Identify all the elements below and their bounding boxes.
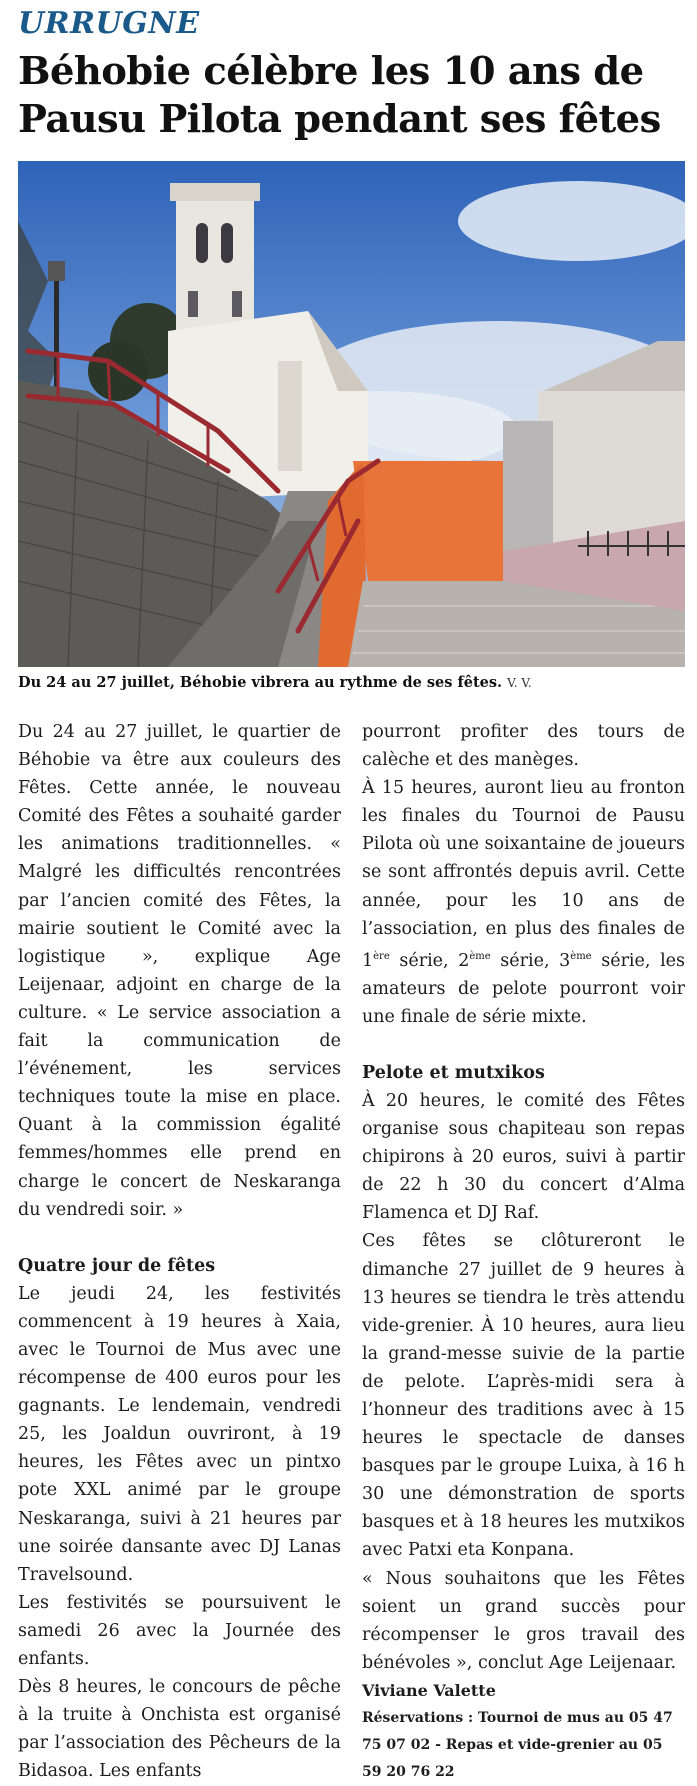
author-byline: Viviane Valette [362, 1680, 496, 1700]
text-run: série, 3 [490, 950, 571, 971]
superscript: ème [469, 950, 491, 962]
paragraph: Ces fêtes se clôtureront le dimanche 27 juillet de 9 heures à 13 heures se tiendra le très attendu vide-grenier. À 10 heures, aura lieu la grand-messe suivie de la partie de pelote. L’après-midi sera à l’honneur des traditions avec à 15 heures le spectacle de danses basques par le groupe Luixa, à 16 h 30 une démonstration de sports basques et à 18 heures les mutxikos avec Patxi eta Konpana. [362, 1231, 685, 1561]
paragraph: Les festivités se poursuivent le samedi 26 avec la Journée des enfants. [18, 1592, 341, 1669]
paragraph: Du 24 au 27 juillet, le quartier de Béhobie va être aux couleurs des Fêtes. Cette année, le nouveau Comité des Fêtes a souhaité garder les animations traditionnelles. « Malgré les difficultés rencontrées par l’ancien comité des Fêtes, la mairie soutient le Comité avec la logistique », explique Age Leijenaar, adjoint en charge de la culture. « Le service association a fait la communication de l’événement, les services techniques toute la mise en place. Quant à la commission égalité femmes/hommes elle prend en charge le concert de Neskaranga du vendredi soir. » [18, 722, 341, 1220]
headline: Béhobie célèbre les 10 ans de Pausu Pilota pendant ses fêtes [18, 49, 661, 142]
paragraph: Le jeudi 24, les festivités commencent à 19 heures à Xaia, avec le Tournoi de Mus avec une récompense de 400 euros pour les gagnants. Le lendemain, vendredi 25, les Joaldun ouvriront, à 19 heures, les Fêtes avec un pintxo pote XXL animé par le groupe Neskaranga, suivi à 21 heures par une soirée dansante avec DJ Lanas Travelsound. [18, 1283, 341, 1585]
reservations-info: Réservations : Tournoi de mus au 05 47 75 07 02 - Repas et vide-grenier au 05 59 20 76 22 [362, 1709, 673, 1780]
paragraph: Dès 8 heures, le concours de pêche à la truite à Onchista est organisé par l’association des Pêcheurs de la Bidasoa. Les enfants [18, 1677, 341, 1782]
superscript: ère [373, 950, 390, 962]
paragraph [362, 774, 685, 1031]
column-right [362, 718, 685, 1786]
paragraph: « Nous souhaitons que les Fêtes soient un grand succès pour récompenser le gros travail des bénévoles », conclut Age Leijenaar. [362, 1568, 685, 1673]
subhead: Pelote et mutxikos [362, 1062, 545, 1083]
photo-credit: V. V. [507, 676, 532, 690]
caption-text: Du 24 au 27 juillet, Béhobie vibrera au rythme de ses fêtes. [18, 674, 503, 691]
column-left [18, 718, 341, 1785]
text-run: série, 2 [389, 950, 470, 971]
photo-caption [18, 674, 685, 691]
paragraph: À 20 heures, le comité des Fêtes organise sous chapiteau son repas chipirons à 20 euros, suivi à partir de 22 h 30 du concert d’Alma Flamenca et DJ Raf. [362, 1090, 685, 1224]
text-run: série, les amateurs de pelote pourront voir une finale de série mixte. [362, 950, 685, 1027]
superscript: ème [570, 950, 592, 962]
kicker: URRUGNE [18, 6, 200, 41]
subhead: Quatre jour de fêtes [18, 1255, 216, 1276]
article-photo [18, 161, 685, 667]
church-fronton-illustration [18, 161, 685, 667]
text-run: À 15 heures, auront lieu au fronton les finales du Tournoi de Pausu Pilota où une soixantaine de joueurs se sont affrontés depuis avril. Cette année, pour les 10 ans de l’association, en plus des finales de 1 [362, 778, 685, 971]
paragraph: pourront profiter des tours de calèche et des manèges. [362, 722, 685, 771]
